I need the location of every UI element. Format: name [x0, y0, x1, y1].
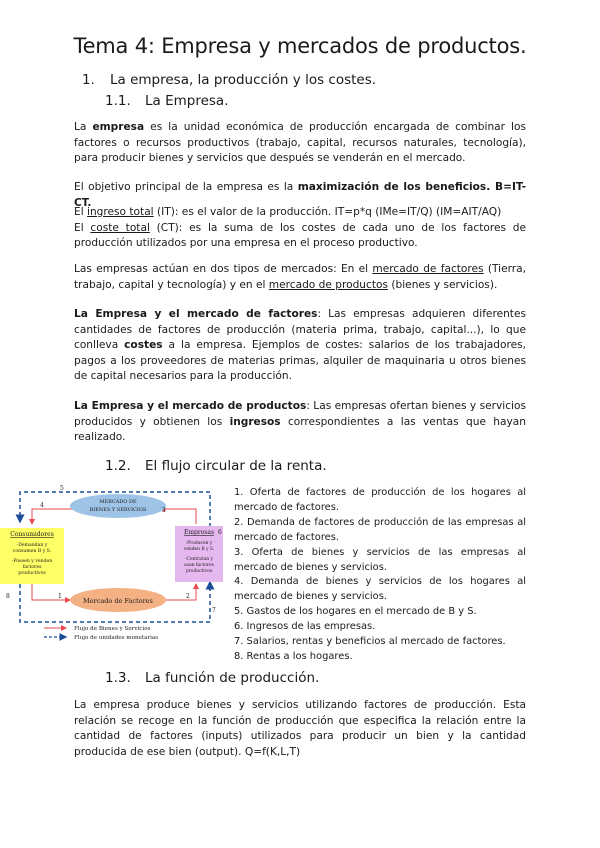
section-label: La empresa, la producción y los costes.	[110, 72, 377, 88]
term-coste-total: coste total	[90, 221, 150, 234]
flow-number-1: 1	[58, 593, 62, 600]
households-line-1: -Demandan y	[16, 543, 48, 548]
goods-flow-bottom-right	[165, 584, 196, 600]
section-heading-1-2	[105, 458, 327, 474]
goods-market-label-2: BIENES Y SERVICIOS	[89, 507, 147, 513]
factor-market-label: Mercado de Factores	[83, 597, 153, 605]
term-ingreso-total: ingreso total	[87, 206, 154, 218]
goods-market-label-1: MERCADO DE	[99, 499, 137, 505]
legend-goods-label: Flujo de Bienes y Servicios	[74, 626, 151, 632]
section-number: 1.1.	[105, 93, 131, 109]
list-item: 7. Salarios, rentas y beneficios al mercado de factores.	[234, 636, 506, 648]
legend-money-label: Flujo de unidades monetarias	[74, 635, 159, 641]
flow-number-6: 6	[218, 529, 222, 536]
flow-number-3: 3	[162, 507, 166, 514]
households-line-4: factores	[22, 565, 42, 570]
paragraph-ingreso-coste: El ingreso total (IT): es el valor de la producción. IT=p*q (IMe=IT/Q) (IM=AIT/AQ) El coste total (CT): es la suma de los costes de cada uno de los factores de producción utilizados por una empresa en el proceso productivo.	[74, 206, 526, 250]
section-heading-1	[82, 72, 376, 88]
firms-line-5: productivos	[185, 569, 213, 574]
paragraph-mercado-productos: La Empresa y el mercado de productos: Las empresas ofertan bienes y servicios producidos y obtienen los ingresos correspondientes a las ventas que hayan realizado.	[74, 400, 526, 444]
list-item: 3. Oferta de bienes y servicios de las empresas al mercado de bienes y servicios.	[234, 546, 526, 573]
firms-line-3: -Contratan y	[185, 557, 213, 562]
section-label: La Empresa.	[145, 93, 229, 109]
section-heading-1-1	[105, 93, 229, 109]
term-empresa-mercado-factores: La Empresa y el mercado de factores	[74, 308, 318, 320]
term-costes: costes	[124, 339, 163, 352]
term-ingresos: ingresos	[229, 415, 281, 428]
firms-line-1: -Producen y	[185, 541, 213, 546]
list-item: 6. Ingresos de las empresas.	[234, 621, 376, 633]
section-number: 1.3.	[105, 670, 131, 686]
flow-number-8: 8	[6, 593, 10, 600]
list-item: 5. Gastos de los hogares en el mercado de B y S.	[234, 606, 477, 618]
list-item: 8. Rentas a los hogares.	[234, 650, 353, 662]
list-item: 4. Demanda de bienes y servicios de los hogares al mercado de bienes y servicios.	[234, 576, 526, 603]
paragraph-empresa-definition: La empresa es la unidad económica de producción encargada de combinar los factores o recursos productivos (trabajo, capital, recursos naturales, tecnología), para producir bienes y servicios que después se venderán en el mercado.	[74, 121, 527, 165]
flow-number-4: 4	[40, 502, 44, 509]
firms-title: Empresas	[183, 529, 215, 536]
section-label: El flujo circular de la renta.	[145, 458, 327, 474]
term-empresa-mercado-productos: La Empresa y el mercado de productos	[74, 400, 307, 412]
list-item: 2. Demanda de factores de producción de las empresas al mercado de factores.	[234, 516, 526, 543]
circular-flow-diagram	[0, 482, 232, 644]
term-empresa: empresa	[92, 121, 145, 133]
term-mercado-factores: mercado de factores	[372, 263, 484, 275]
paragraph-funcion-produccion: La empresa produce bienes y servicios utilizando factores de producción. Esta relación se recoge en la función de producción que especifica la relación entre la cantidad de factores (inputs) utilizados para producir un bien y la cantidad producida de ese bien (output). Q=f(K,L,T)	[74, 699, 526, 758]
flow-number-7: 7	[212, 607, 216, 614]
paragraph-mercado-factores: La Empresa y el mercado de factores: Las empresas adquieren diferentes cantidades de factores de producción (materia prima, trabajo, capital...), lo que conlleva costes a la empresa. Ejemplos de costes: salarios de los trabajadores, pagos a los proveedores de materias primas, alquiler de maquinaria u otros bienes de capital necesarios para la producción.	[74, 308, 526, 383]
term-mercado-productos: mercado de productos	[268, 278, 389, 291]
firms-line-4: usan factores	[184, 563, 214, 568]
firms-line-2: venden B y S.	[183, 547, 215, 552]
households-line-2: consumen B y S.	[12, 549, 52, 554]
goods-market-ellipse	[70, 494, 166, 518]
goods-flow-top-left	[32, 509, 75, 524]
section-label: La función de producción.	[145, 670, 320, 686]
list-item: 1. Oferta de factores de producción de los hogares al mercado de factores.	[234, 487, 526, 513]
flow-number-5: 5	[60, 485, 64, 492]
paragraph-tipos-mercados: Las empresas actúan en dos tipos de mercados: En el mercado de factores (Tierra, trabajo, capital y tecnología) y en el mercado de productos (bienes y servicios).	[74, 263, 526, 291]
paragraph-objetivo: El objetivo principal de la empresa es la maximización de los beneficios. B=IT-CT.	[74, 181, 526, 209]
flow-description-list	[234, 486, 526, 665]
households-title: Consumidores	[10, 531, 54, 538]
households-line-3: -Poseen y venden	[11, 559, 53, 564]
goods-flow-bottom-left	[32, 582, 70, 600]
page-title: Tema 4: Empresa y mercados de productos.	[73, 34, 527, 58]
section-number: 1.2.	[105, 458, 131, 474]
flow-number-2: 2	[186, 593, 190, 600]
households-line-5: productivos	[18, 571, 46, 576]
term-maximizacion: maximización de los beneficios	[297, 181, 487, 193]
section-heading-1-3	[105, 670, 319, 686]
section-number: 1.	[82, 72, 95, 88]
